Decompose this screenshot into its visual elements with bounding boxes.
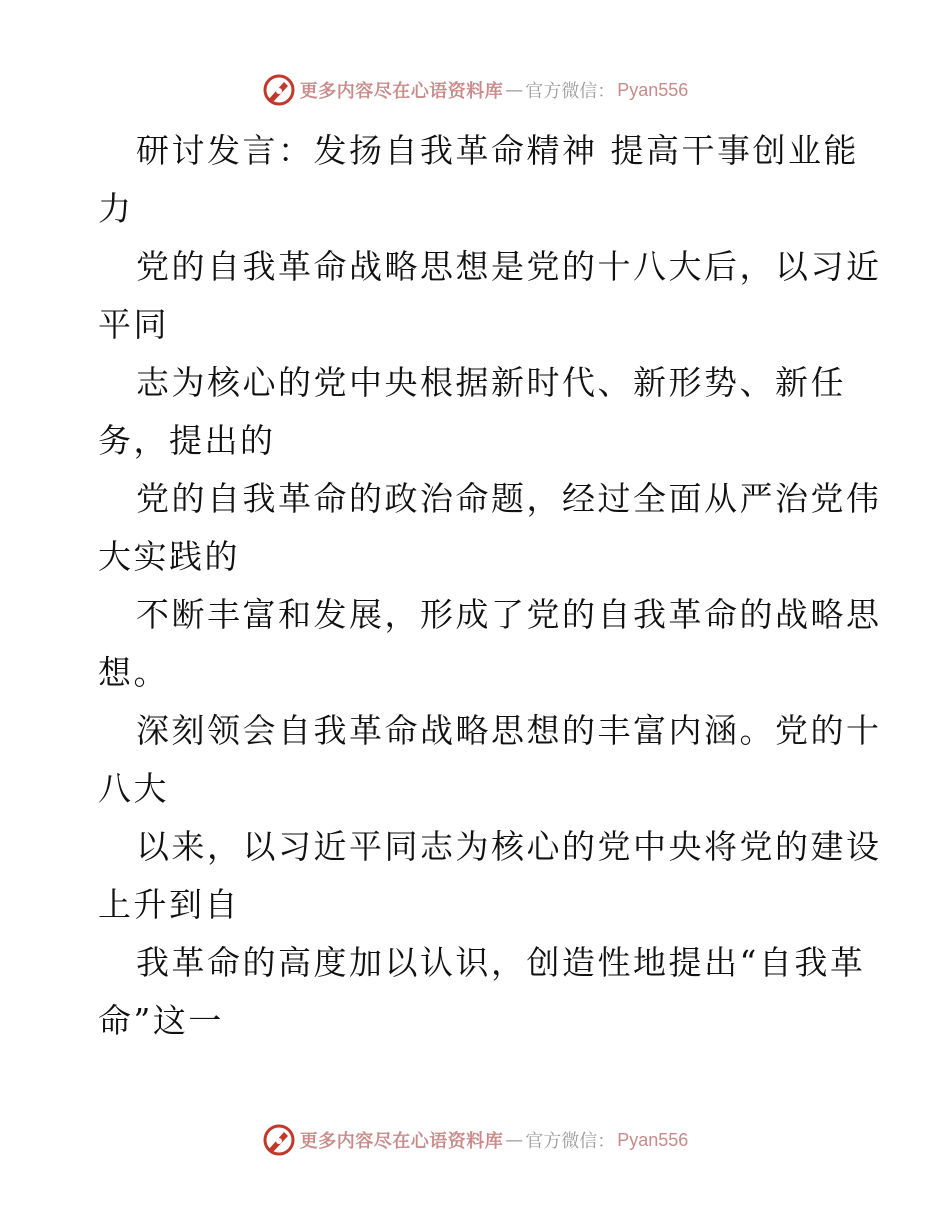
paragraph-line: 我革命的高度加以认识，创造性地提出“自我革 [136, 943, 866, 982]
banner-site-name: 更多内容尽在心语资料库 [299, 81, 504, 102]
pen-circle-logo-icon [262, 73, 296, 107]
paragraph-line: 以来，以习近平同志为核心的党中央将党的建设 [136, 827, 882, 866]
banner-site-name: 更多内容尽在心语资料库 [299, 1131, 504, 1152]
banner-wechat-id: Pyan556 [617, 79, 689, 100]
paragraph-line: 党的自我革命战略思想是党的十八大后，以习近 [136, 247, 882, 286]
banner-wechat-label: 官方微信： [525, 81, 616, 102]
paragraph-line: 务，提出的 [98, 421, 276, 460]
title-line-2: 力 [98, 189, 134, 228]
paragraph-line: 志为核心的党中央根据新时代、新形势、新任 [136, 363, 846, 402]
pen-circle-logo-icon [262, 1123, 296, 1157]
paragraph-line: 深刻领会自我革命战略思想的丰富内涵。党的十 [136, 711, 882, 750]
paragraph-line: 上升到自 [98, 885, 240, 924]
paragraph-line: 大实践的 [98, 537, 240, 576]
banner-wechat-label: 官方微信： [525, 1131, 616, 1152]
banner-separator: — [505, 1129, 524, 1151]
banner-separator: — [505, 79, 524, 101]
paragraph-line: 八大 [98, 769, 169, 808]
footer-banner [0, 1122, 950, 1158]
paragraph-line: 命”这一 [98, 1001, 224, 1040]
banner-wechat-id: Pyan556 [617, 1129, 689, 1150]
paragraph-line: 不断丰富和发展，形成了党的自我革命的战略思 [136, 595, 882, 634]
paragraph-line: 想。 [98, 653, 169, 692]
header-banner [0, 72, 950, 108]
paragraph-line: 平同 [98, 305, 169, 344]
document-body [98, 122, 882, 1050]
title-line-1: 研讨发言：发扬自我革命精神 提高干事创业能 [136, 131, 859, 170]
paragraph-line: 党的自我革命的政治命题，经过全面从严治党伟 [136, 479, 882, 518]
